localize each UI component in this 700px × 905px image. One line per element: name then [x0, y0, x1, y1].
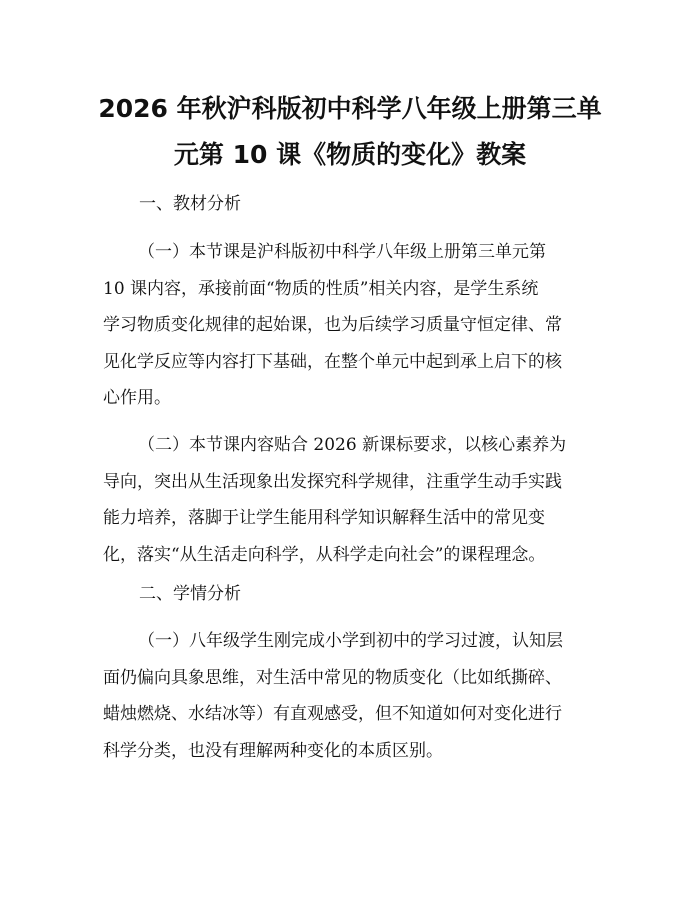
paragraph-line: 科学分类，也没有理解两种变化的本质区别。	[103, 740, 443, 761]
paragraph-line: 导向，突出从生活现象出发探究科学规律，注重学生动手实践	[103, 471, 562, 492]
section-heading-learner-analysis: 二、学情分析	[139, 584, 241, 604]
paragraph-line: 心作用。	[103, 388, 171, 408]
paragraph-line: 学习物质变化规律的起始课，也为后续学习质量守恒定律、常	[103, 315, 562, 335]
paragraph-line: 10 课内容，承接前面“物质的性质”相关内容，是学生系统	[103, 278, 539, 299]
paragraph-line: 化，落实“从生活走向科学，从科学走向社会”的课程理念。	[103, 544, 546, 565]
paragraph-textbook-2	[103, 427, 613, 573]
title-line: 元第 10 课《物质的变化》教案	[173, 140, 527, 169]
paragraph-line: 面仍偏向具象思维，对生活中常见的物质变化（比如纸撕碎、	[103, 667, 562, 688]
paragraph-line: （一）八年级学生刚完成小学到初中的学习过渡，认知层	[138, 631, 563, 651]
document-title	[0, 86, 700, 178]
section-heading-textbook-analysis: 一、教材分析	[139, 194, 241, 214]
paragraph-learner-1	[103, 623, 613, 769]
paragraph-line: （二）本节课内容贴合 2026 新课标要求，以核心素养为	[138, 435, 567, 455]
paragraph-line: （一）本节课是沪科版初中科学八年级上册第三单元第	[138, 242, 546, 262]
paragraph-line: 见化学反应等内容打下基础，在整个单元中起到承上启下的核	[103, 351, 562, 372]
paragraph-textbook-1	[103, 234, 613, 417]
title-line: 2026 年秋沪科版初中科学八年级上册第三单	[98, 94, 602, 123]
paragraph-line: 能力培养，落脚于让学生能用科学知识解释生活中的常见变	[103, 508, 545, 528]
paragraph-line: 蜡烛燃烧、水结冰等）有直观感受，但不知道如何对变化进行	[103, 704, 562, 724]
